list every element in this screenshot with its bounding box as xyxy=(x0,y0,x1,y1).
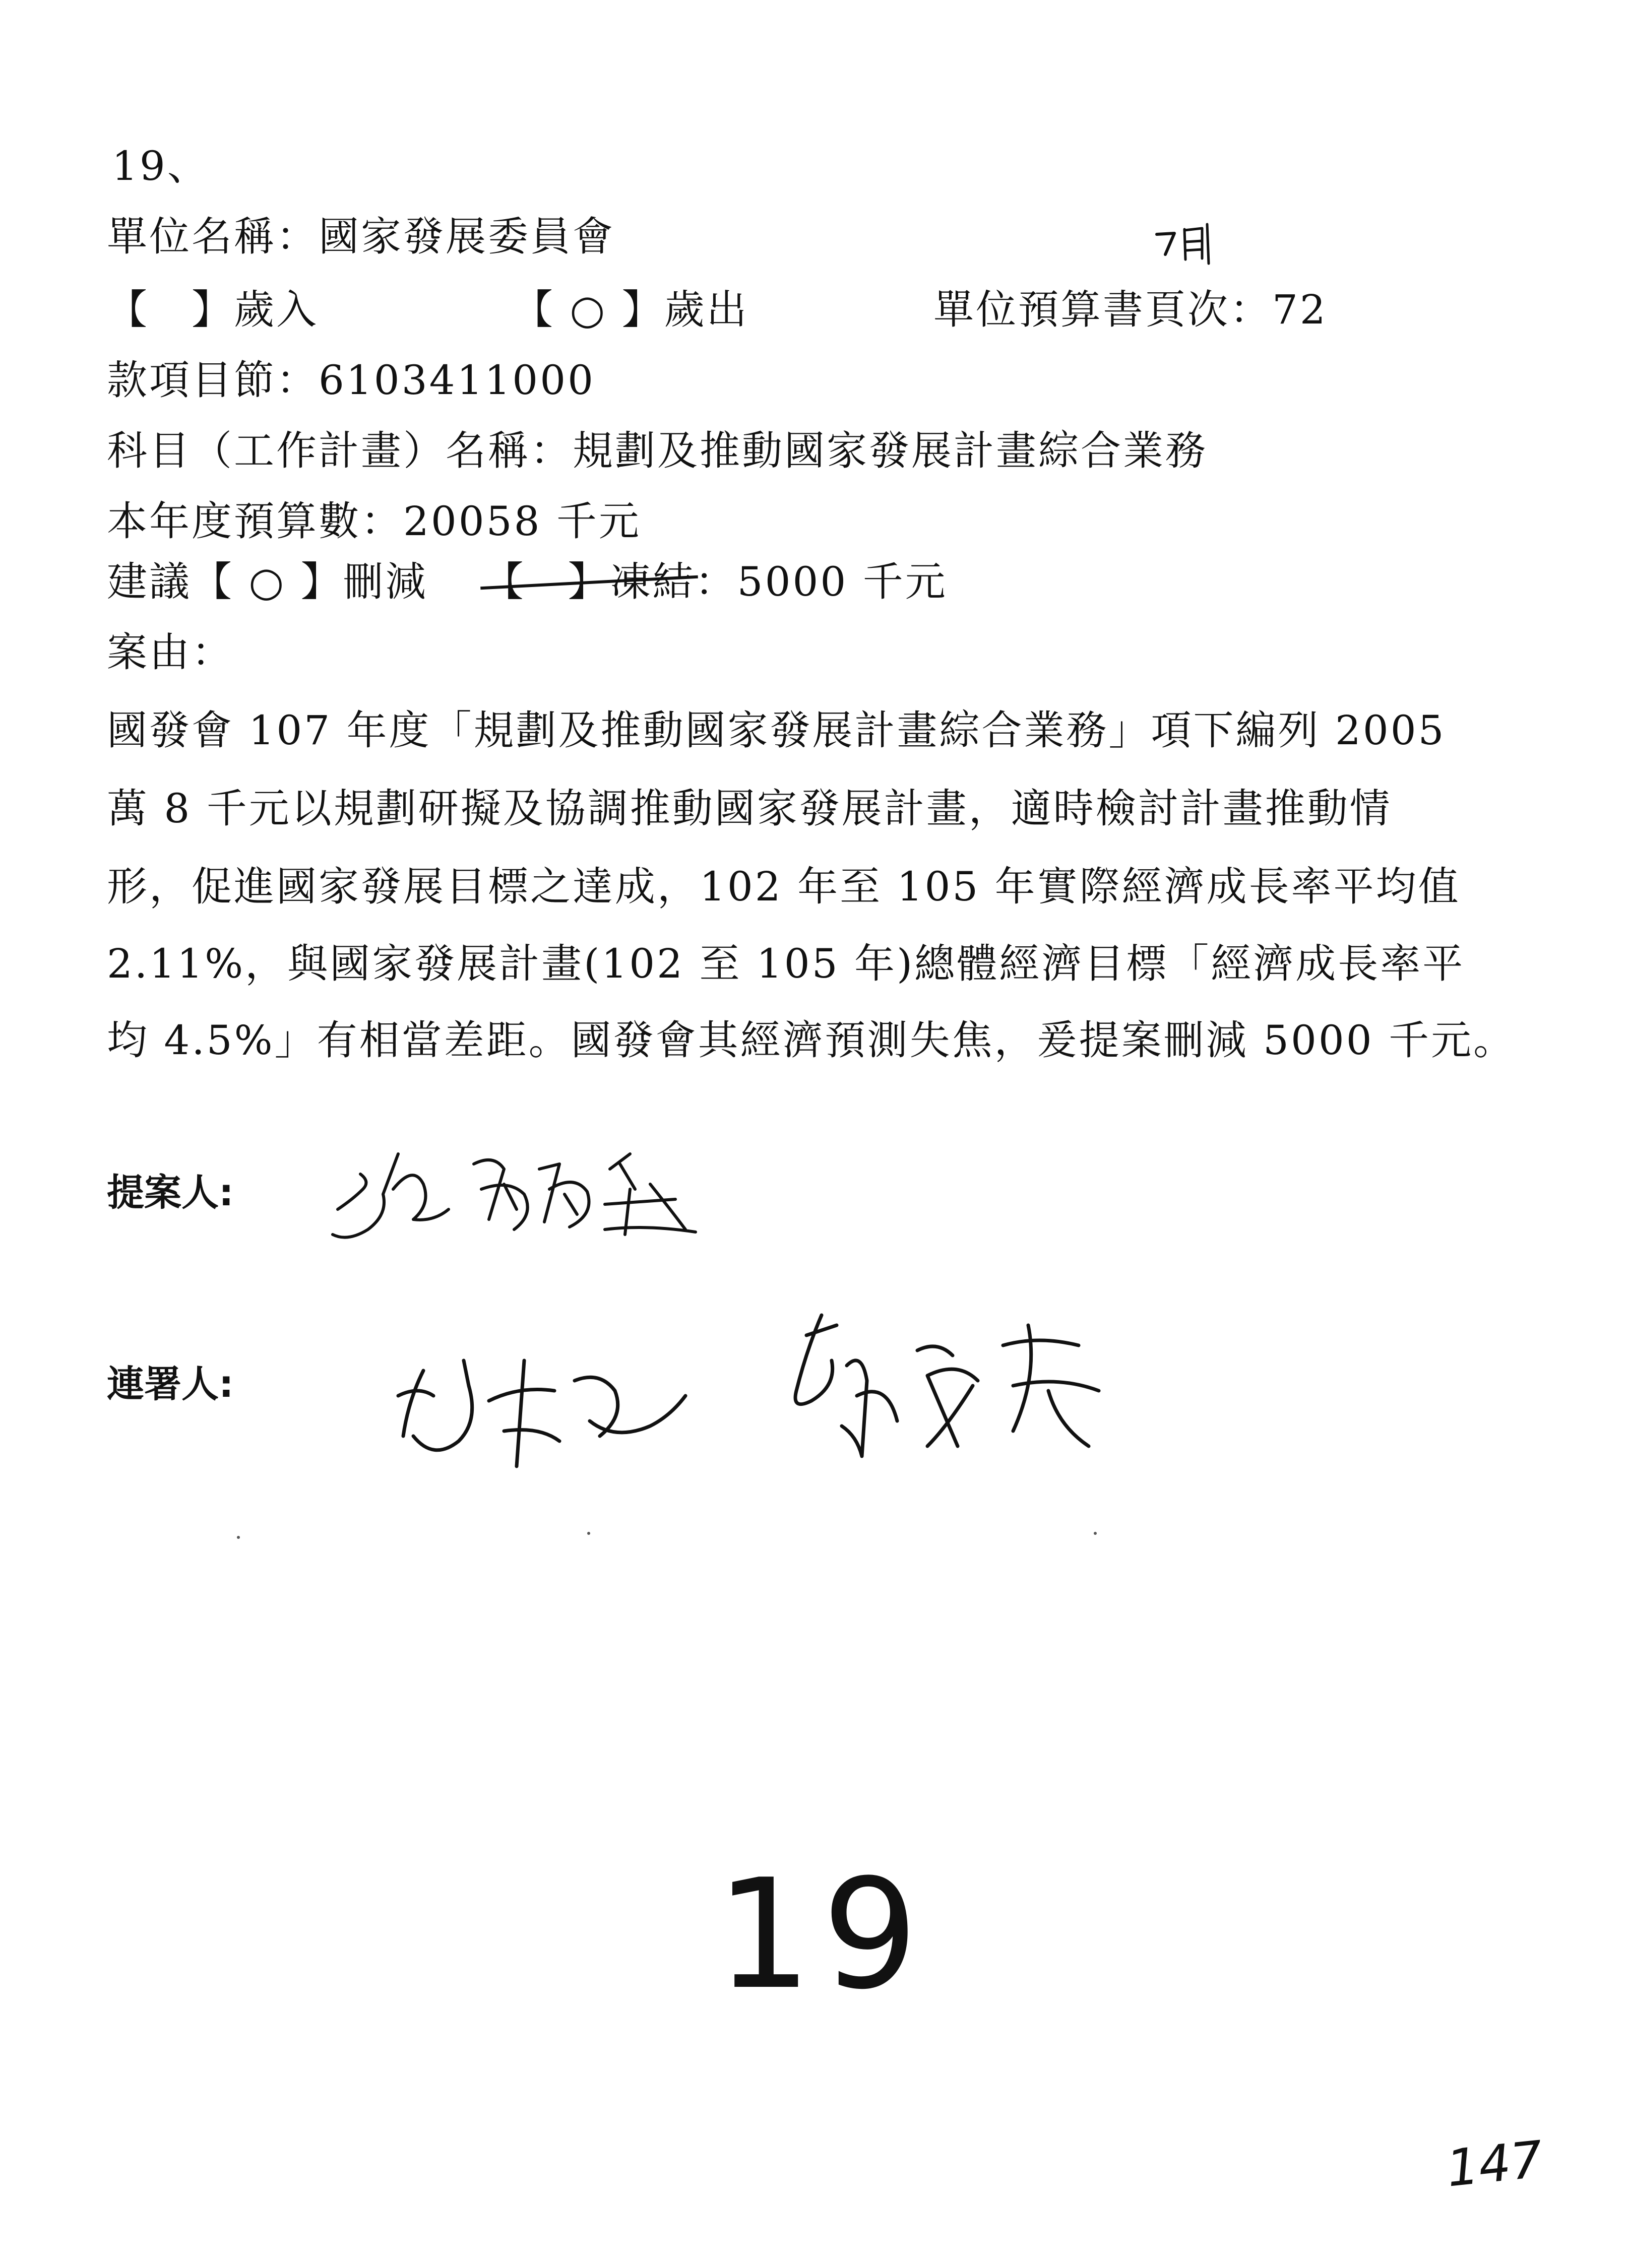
handwritten-mark xyxy=(1154,219,1220,265)
proposer-signature xyxy=(323,1134,706,1250)
proposal-prefix: 建議【 ○ 】刪減 xyxy=(107,558,428,605)
page-ref-value: 72 xyxy=(1272,286,1328,333)
reason-line: 均 4.5%」有相當差距。國發會其經濟預測失焦，爰提案刪減 5000 千元。 xyxy=(107,1017,1516,1064)
budget-value: 20058 千元 xyxy=(403,498,641,545)
proposal-amount: ：5000 千元 xyxy=(695,558,948,605)
subject-line xyxy=(107,427,1208,474)
page-ref xyxy=(933,286,1328,333)
subject-label: 科目（工作計畫）名稱： xyxy=(107,427,573,474)
budget-line xyxy=(107,498,641,545)
subject-value: 規劃及推動國家發展計畫綜合業務 xyxy=(573,427,1208,474)
page-ref-label: 單位預算書頁次： xyxy=(933,286,1272,333)
stray-dot xyxy=(587,1532,590,1535)
cosigner-label: 連署人: xyxy=(107,1363,234,1406)
handwritten-item-number: 19 xyxy=(716,1847,928,2023)
stray-dot xyxy=(237,1536,240,1539)
account-code-value: 6103411000 xyxy=(319,357,595,404)
stray-dot xyxy=(1094,1532,1097,1535)
reason-line: 2.11%，與國家發展計畫(102 至 105 年)總體經濟目標「經濟成長率平 xyxy=(107,940,1465,987)
unit-value: 國家發展委員會 xyxy=(319,213,615,260)
expenditure-checkbox-label: 【 ○ 】歲出 xyxy=(513,286,749,333)
item-number: 19、 xyxy=(112,143,210,189)
budget-label: 本年度預算數： xyxy=(107,498,403,545)
freeze-struck-text: 【 】凍結 xyxy=(483,558,695,605)
unit-label: 單位名稱： xyxy=(107,213,319,260)
revenue-checkbox-label: 【 】歲入 xyxy=(107,286,319,333)
proposer-label: 提案人: xyxy=(107,1171,234,1214)
proposal-line xyxy=(107,558,948,605)
unit-line xyxy=(107,213,615,260)
reason-line: 形，促進國家發展目標之達成，102 年至 105 年實際經濟成長率平均值 xyxy=(107,863,1461,910)
type-line xyxy=(107,286,1569,335)
account-code-line xyxy=(107,357,595,404)
account-code-label: 款項目節： xyxy=(107,357,319,404)
cosigner-signature-1 xyxy=(388,1340,711,1492)
handwritten-page-number: 147 xyxy=(1444,2129,1546,2198)
cosigner-signature-2 xyxy=(776,1305,1139,1466)
reason-label: 案由： xyxy=(107,629,234,676)
reason-line: 國發會 107 年度「規劃及推動國家發展計畫綜合業務」項下編列 2005 xyxy=(107,707,1446,754)
reason-line: 萬 8 千元以規劃研擬及協調推動國家發展計畫，適時檢討計畫推動情 xyxy=(107,785,1392,832)
